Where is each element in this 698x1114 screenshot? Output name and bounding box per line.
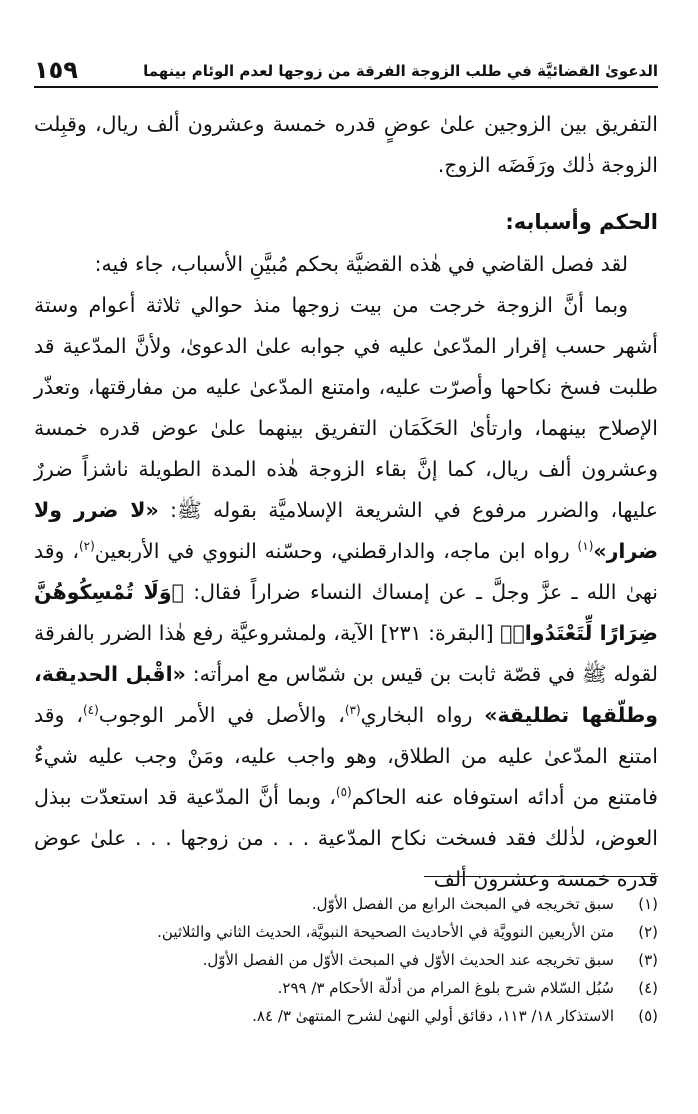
footnote-text: سبق تخريجه عند الحديث الأوّل في المبحث الأوّل من الفصل الأوّل. bbox=[202, 951, 614, 969]
lead-paragraph: لقد فصل القاضي في هٰذه القضيَّة بحكم مُبيَّنِ الأسباب، جاء فيه: bbox=[94, 252, 628, 276]
ruling-text-3: ، وقد نهىٰ الله ـ عزَّ وجلَّ ـ عن إمساك النساء ضراراً فقال: bbox=[34, 539, 658, 604]
footnote-text: سُبُل السّلام شرح بلوغ المرام من أدلّة الأحكام ٣/ ٢٩٩. bbox=[277, 979, 614, 997]
footnote-ref-4: (٤) bbox=[82, 703, 99, 718]
footnote-ref-5: (٥) bbox=[335, 785, 352, 800]
footnote-number: (١) bbox=[638, 895, 658, 913]
intro-paragraph: التفريق بين الزوجين علىٰ عوضٍ قدره خمسة وعشرون ألف ريال، وقبِلت الزوجة ذٰلك ورَفَضَه الزوج. bbox=[34, 112, 658, 177]
section-heading: الحكم وأسبابه: bbox=[505, 210, 658, 234]
quran-verse: ﴿وَلَا تُمْسِكُوهُنَّ ضِرَارًا لِّتَعْتَدُوا۟﴾ bbox=[34, 580, 658, 645]
ruling-paragraph bbox=[34, 285, 658, 900]
footnote-text: الاستذكار ١٨/ ١١٣، دقائق أولي النهىٰ لشرح المنتهىٰ ٣/ ٨٤. bbox=[252, 1007, 614, 1025]
footnote-number: (٤) bbox=[638, 979, 658, 997]
ruling-text-7: ، وبما أنَّ المدّعية قد استعدّت ببذل العوض، لذٰلك فقد فسخت نكاح المدّعية . . . من زوجها . . . علىٰ عوض قدره خمسة وعشرون ألف bbox=[34, 785, 658, 891]
footnote-ref-2: (٢) bbox=[78, 539, 95, 554]
footnote-item bbox=[34, 890, 658, 918]
main-text bbox=[34, 104, 658, 900]
footnote-ref-1: (١) bbox=[577, 539, 594, 554]
footnotes bbox=[34, 890, 658, 1030]
footnote-number: (٣) bbox=[638, 951, 658, 969]
footnote-number: (٢) bbox=[638, 923, 658, 941]
footnote-text: سبق تخريجه في المبحث الرابع من الفصل الأوّل. bbox=[311, 895, 614, 913]
footnote-item bbox=[34, 1002, 658, 1030]
verse-reference: [البقرة: ٢٣١] الآية، ولمشروعيَّة رفع هٰذا الضرر بالفرقة لقوله ﷺ في قصّة ثابت بن قيس بن شمّاس مع امرأته: bbox=[34, 621, 658, 686]
footnote-ref-3: (٣) bbox=[344, 703, 361, 718]
footnote-number: (٥) bbox=[638, 1007, 658, 1025]
footnote-text: متن الأربعين النوويَّة في الأحاديث الصحيحة النبويَّة، الحديث الثاني والثلاثين. bbox=[157, 923, 614, 941]
footnote-divider bbox=[424, 876, 658, 877]
ruling-text-4: رواه البخاري bbox=[360, 703, 473, 727]
hadith-quote-1: «لا ضرر ولا ضرار» bbox=[34, 498, 659, 563]
ruling-text-5: ، والأصل في الأمر الوجوب bbox=[98, 703, 345, 727]
hadith-quote-2: «اقْبل الحديقة، وطلّقها تطليقة» bbox=[34, 662, 658, 727]
footnote-item bbox=[34, 974, 658, 1002]
page-number: ١٥٩ bbox=[34, 56, 78, 84]
ruling-text-6: ، وقد امتنع المدّعىٰ عليه من الطلاق، وهو واجب عليه، ومَنْ وجب عليه شيءٌ فامتنع من أدائه استوفاه عنه الحاكم bbox=[34, 703, 658, 809]
ruling-text-2: رواه ابن ماجه، والدارقطني، وحسّنه النووي في الأربعين bbox=[94, 539, 570, 563]
running-title: الدعوىٰ القضائيَّة في طلب الزوجة الفرقة من زوجها لعدم الوئام بينهما bbox=[143, 62, 658, 80]
footnote-item bbox=[34, 918, 658, 946]
footnote-item bbox=[34, 946, 658, 974]
ruling-text-1: وبما أنَّ الزوجة خرجت من بيت زوجها منذ حوالي ثلاثة أعوام وستة أشهر حسب إقرار المدّعىٰ عليه في جوابه علىٰ الدعوىٰ، ولأنَّ المدّعية قد طلبت فسخ نكاحها وأصرّت عليه، وامتنع المدّعىٰ عليه من مفارقتها، وتعذّر الإصلاح بينهما، وارتأىٰ الحَكَمَان التفريق بينهما علىٰ عوض قدره خمسة وعشرون ألف ريال، كما إنَّ بقاء الزوجة هٰذه المدة الطويلة ناشزاً ضررٌ عليها، والضرر مرفوع في الشريعة الإسلاميَّة بقوله ﷺ: bbox=[34, 293, 658, 522]
page-header bbox=[34, 46, 658, 88]
